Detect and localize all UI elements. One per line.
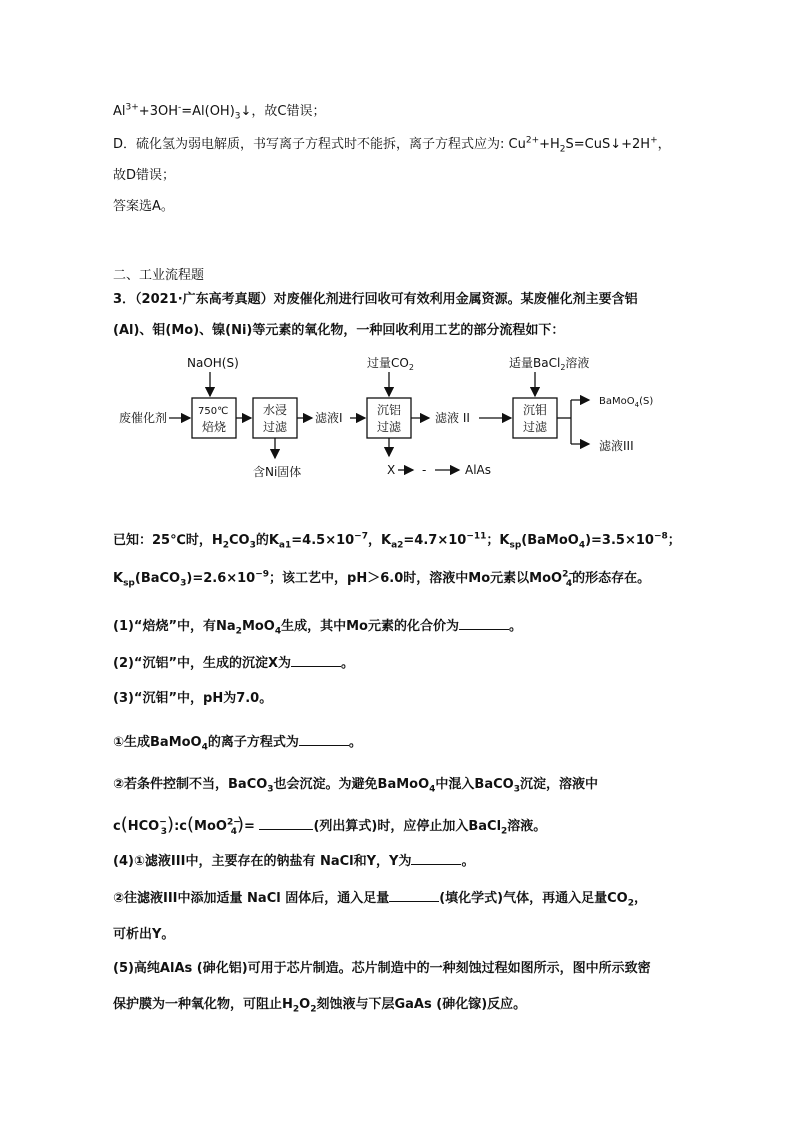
question-4-2 bbox=[113, 889, 647, 909]
text: 的离子方程式为 bbox=[207, 735, 299, 750]
text: 2+ bbox=[525, 135, 540, 146]
text: 溶液。 bbox=[507, 819, 547, 834]
text: (4)①滤液III中，主要存在的钠盐有 NaCl和Y，Y为 bbox=[113, 854, 412, 869]
text: a2 bbox=[391, 540, 404, 551]
text: (BaCO bbox=[134, 571, 181, 586]
text: 的形态存在。 bbox=[572, 571, 651, 586]
text: ， bbox=[633, 891, 647, 906]
text: 4 bbox=[578, 540, 586, 551]
text: 4 bbox=[274, 626, 282, 637]
answer-blank-4-2[interactable] bbox=[389, 889, 439, 902]
answer-blank-3-1[interactable] bbox=[299, 733, 349, 746]
text: = bbox=[244, 819, 260, 834]
question-3-2 bbox=[113, 775, 598, 795]
text: 3 bbox=[249, 540, 256, 551]
question-4-3: 可析出Y。 bbox=[113, 927, 175, 942]
text: 3+ bbox=[125, 102, 139, 113]
text: c bbox=[113, 819, 121, 834]
text: − bbox=[159, 817, 167, 828]
text: 沉淀，溶液中 bbox=[519, 777, 598, 792]
answer-line-d bbox=[113, 135, 671, 155]
text: ①生成BaMoO bbox=[113, 735, 202, 750]
text: HCO bbox=[127, 819, 160, 834]
text: 已知：25℃时，H bbox=[113, 533, 223, 548]
label-ni-solid: 含Ni固体 bbox=[253, 465, 302, 479]
question-5-1: (5)高纯AlAs (砷化铝)可用于芯片制造。芯片制造中的一种刻蚀过程如图所示，图中所示致密 bbox=[113, 961, 651, 976]
text: 。 bbox=[509, 619, 523, 634]
section-title: 二、工业流程题 bbox=[113, 268, 205, 283]
text: (BaMoO bbox=[521, 533, 579, 548]
text: 2 bbox=[559, 144, 566, 155]
text: 4 bbox=[201, 742, 208, 753]
text: 2− bbox=[562, 569, 576, 580]
text: 。 bbox=[461, 854, 475, 869]
question-stem-2: (Al)、钼(Mo)、镍(Ni)等元素的氧化物，一种回收利用工艺的部分流程如下： bbox=[113, 323, 565, 338]
text: a1 bbox=[278, 540, 292, 551]
text: ) bbox=[237, 814, 245, 835]
text: (列出算式)时，应停止加入BaCl bbox=[313, 819, 502, 834]
text: 4 bbox=[230, 826, 238, 837]
label-bamoo4: BaMoO$_4$(S) bbox=[599, 396, 654, 409]
text: 3 bbox=[180, 578, 187, 589]
text: 保护膜为一种氧化物，可阻止H bbox=[113, 997, 293, 1012]
text: −8 bbox=[653, 531, 668, 542]
text: 刻蚀液与下层GaAs (砷化镓)反应。 bbox=[316, 997, 527, 1012]
text: 2 bbox=[501, 826, 508, 837]
text: 的K bbox=[255, 533, 279, 548]
text: 过滤 bbox=[377, 420, 402, 434]
text: S=CuS↓+2H bbox=[565, 137, 651, 152]
label-alas: AlAs bbox=[465, 463, 492, 477]
text: )=3.5×10 bbox=[585, 533, 654, 548]
reagent-bacl2: 适量BaCl$_2$溶液 bbox=[509, 356, 590, 372]
text: CO bbox=[228, 533, 250, 548]
answer-blank-3-2[interactable] bbox=[259, 817, 313, 830]
question-4-1 bbox=[113, 852, 474, 872]
text: 也会沉淀。为避免BaMoO bbox=[273, 777, 430, 792]
text: 焙烧 bbox=[202, 420, 227, 434]
question-2 bbox=[113, 654, 354, 674]
label-waste-catalyst: 废催化剂 bbox=[119, 411, 168, 425]
text: MoO bbox=[194, 819, 227, 834]
text: MoO bbox=[241, 619, 275, 634]
text: −11 bbox=[466, 531, 487, 542]
label-filtrate-3: 滤液III bbox=[599, 439, 634, 453]
text: ( bbox=[120, 814, 128, 835]
text: 2 bbox=[235, 626, 242, 637]
question-3-1 bbox=[113, 733, 362, 753]
text: 水浸 bbox=[263, 403, 288, 417]
label-filtrate-2: 滤液 II bbox=[435, 411, 470, 425]
text: D．硫化氢为弱电解质，书写离子方程式时不能拆，离子方程式应为: Cu bbox=[113, 137, 526, 152]
text: ②若条件控制不当，BaCO bbox=[113, 777, 268, 792]
text: 750℃ bbox=[198, 406, 229, 417]
text: 4 bbox=[565, 578, 573, 589]
label-filtrate-1: 滤液I bbox=[315, 411, 343, 425]
answer-line-c bbox=[113, 102, 326, 122]
answer-blank-4-1[interactable] bbox=[411, 852, 461, 865]
question-1 bbox=[113, 617, 522, 637]
text: ；该工艺中，pH＞6.0时，溶液中Mo元素以MoO bbox=[269, 571, 563, 586]
text: )=2.6×10 bbox=[186, 571, 256, 586]
text: 3 bbox=[513, 784, 520, 795]
text: 过滤 bbox=[263, 420, 288, 434]
text: :c bbox=[174, 819, 187, 834]
text: =4.5×10 bbox=[291, 533, 355, 548]
text: K bbox=[113, 571, 124, 586]
text: +H bbox=[539, 137, 560, 152]
text: - bbox=[177, 102, 182, 113]
question-stem-1: 3．（2021·广东高考真题）对废催化剂进行回收可有效利用金属资源。某废催化剂主要含铝 bbox=[113, 292, 638, 307]
text: +3OH bbox=[138, 104, 178, 119]
text: =4.7×10 bbox=[403, 533, 467, 548]
text: −7 bbox=[354, 531, 368, 542]
text: −9 bbox=[255, 569, 270, 580]
reagent-co2: 过量$CO_2$ bbox=[367, 356, 414, 372]
text: sp bbox=[123, 578, 135, 589]
text: 4 bbox=[429, 784, 436, 795]
question-3: (3)“沉钼”中，pH为7.0。 bbox=[113, 691, 273, 706]
reagent-naoh: NaOH(S) bbox=[187, 356, 239, 370]
text: 。 bbox=[348, 735, 362, 750]
text: (2)“沉铝”中，生成的沉淀X为 bbox=[113, 656, 292, 671]
text: 中混入BaCO bbox=[435, 777, 514, 792]
text: ②往滤液III中添加适量 NaCl 固体后，通入足量 bbox=[113, 891, 390, 906]
answer-choice: 答案选A。 bbox=[113, 199, 174, 214]
text: 3 bbox=[267, 784, 274, 795]
text: 。 bbox=[341, 656, 355, 671]
text: (填化学式)气体，再通入足量CO bbox=[439, 891, 628, 906]
text: ( bbox=[186, 814, 195, 835]
text: 沉钼 bbox=[523, 403, 548, 417]
text: 2 bbox=[310, 1004, 317, 1015]
answer-blank-1[interactable] bbox=[459, 617, 509, 630]
text: + bbox=[650, 135, 658, 146]
text: 2 bbox=[222, 540, 229, 551]
process-flow-diagram bbox=[113, 352, 693, 487]
question-3-2-formula bbox=[113, 815, 546, 837]
text: 3 bbox=[160, 826, 168, 837]
text: 2− bbox=[226, 817, 241, 828]
text: 过滤 bbox=[523, 420, 548, 434]
known-line-2 bbox=[113, 569, 650, 589]
text: ) bbox=[167, 814, 175, 835]
text: ， bbox=[657, 137, 671, 152]
answer-blank-2[interactable] bbox=[291, 654, 341, 667]
text: ；K bbox=[486, 533, 510, 548]
text: ； bbox=[667, 533, 681, 548]
text: Al bbox=[113, 104, 126, 119]
text: 3 bbox=[234, 111, 241, 122]
text: 2 bbox=[292, 1004, 300, 1015]
text: (1)“焙烧”中，有Na bbox=[113, 619, 236, 634]
text: ，K bbox=[367, 533, 392, 548]
label-x: X bbox=[387, 463, 396, 477]
text: sp bbox=[509, 540, 522, 551]
text: - bbox=[422, 463, 427, 477]
known-line-1 bbox=[113, 531, 681, 551]
text: 生成，其中Mo元素的化合价为 bbox=[281, 619, 459, 634]
text: 2 bbox=[627, 898, 634, 909]
answer-line-d-cont: 故D错误； bbox=[113, 168, 176, 183]
text: =Al(OH) bbox=[181, 104, 235, 119]
question-5-2 bbox=[113, 995, 526, 1015]
text: O bbox=[299, 997, 311, 1012]
text: 沉铝 bbox=[377, 403, 402, 417]
text: ↓，故C错误； bbox=[240, 104, 326, 119]
